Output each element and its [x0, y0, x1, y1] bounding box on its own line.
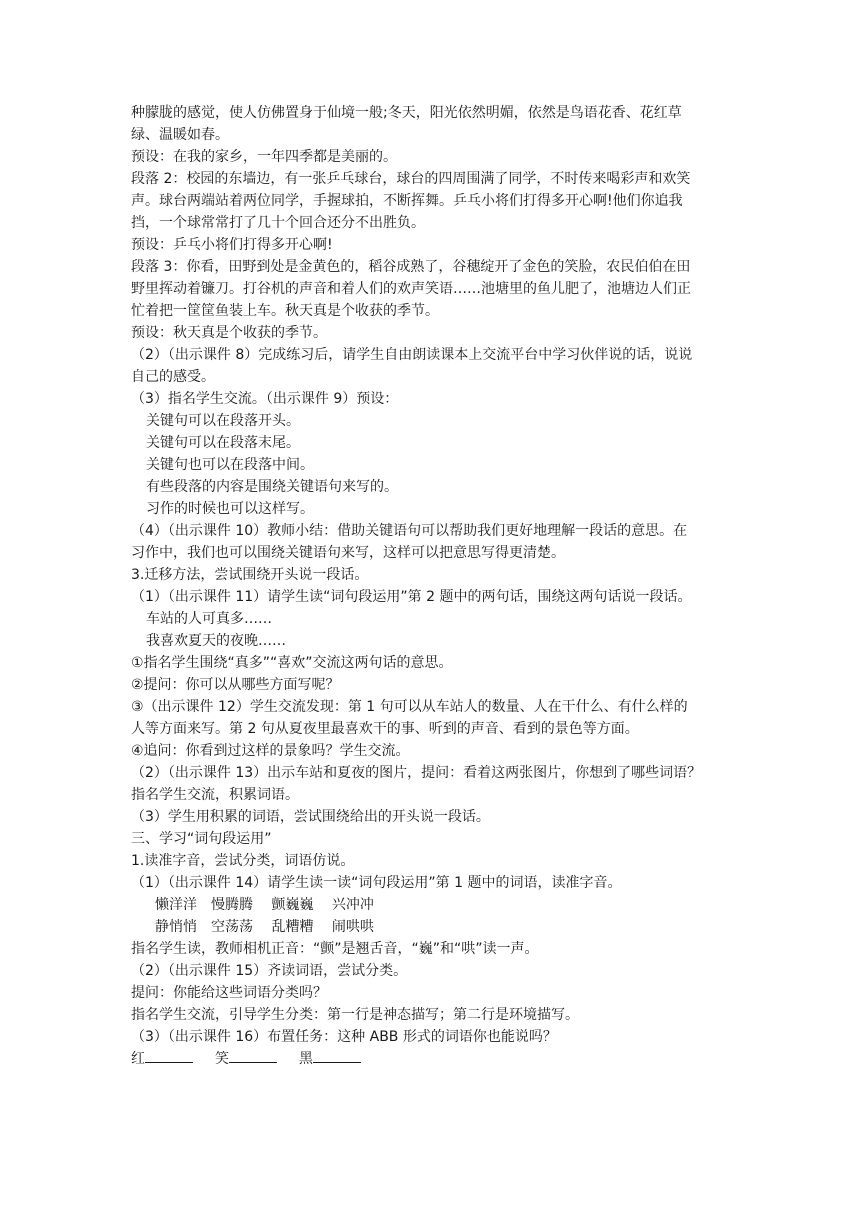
text-line: 3.迁移方法，尝试围绕开头说一段话。 — [131, 567, 369, 583]
text-line: （3）（出示课件 16）布置任务：这种 ABB 形式的词语你也能说吗？ — [131, 1029, 557, 1045]
text-line: 段落 2：校园的东墙边，有一张乒乓球台，球台的四周围满了同学，不时传来喝彩声和欢笑 — [131, 171, 691, 187]
fill-in-blank-row — [131, 1048, 735, 1070]
text-line: 静悄悄 空荡荡 乱糟糟 闹哄哄 — [155, 919, 374, 935]
text-line: 关键句可以在段落开头。 — [146, 413, 300, 429]
text-line: 有些段落的内容是围绕关键语句来写的。 — [146, 479, 398, 495]
text-line: 车站的人可真多…… — [146, 611, 272, 627]
text-line: 习作中，我们也可以围绕关键语句来写，这样可以把意思写得更清楚。 — [131, 545, 565, 561]
text-line: 指名学生交流，积累词语。 — [131, 787, 299, 803]
blank-prefix: 黑 — [299, 1051, 313, 1067]
text-line: 野里挥动着镰刀。打谷机的声音和着人们的欢声笑语……池塘里的鱼儿肥了，池塘边人们正 — [131, 281, 691, 297]
text-line: （3）指名学生交流。（出示课件 9）预设： — [131, 391, 399, 407]
text-line: 种朦胧的感觉，使人仿佛置身于仙境一般;冬天，阳光依然明媚，依然是鸟语花香、花红草 — [131, 105, 682, 121]
text-line: 1.读准字音，尝试分类，词语仿说。 — [131, 853, 355, 869]
blank-prefix: 笑 — [215, 1051, 229, 1067]
text-line: 预设：在我的家乡，一年四季都是美丽的。 — [131, 149, 397, 165]
text-line: 提问：你能给这些词语分类吗？ — [131, 985, 327, 1001]
text-line: （1）（出示课件 14）请学生读一读“词句段运用”第 1 题中的词语，读准字音。 — [131, 875, 622, 891]
text-line: （2）（出示课件 15）齐读词语，尝试分类。 — [131, 963, 408, 979]
blank-underline — [145, 1048, 193, 1063]
text-line: 习作的时候也可以这样写。 — [146, 501, 314, 517]
text-line: （2）（出示课件 8）完成练习后，请学生自由朗读课本上交流平台中学习伙伴说的话，说说 — [131, 347, 693, 363]
text-line: 忙着把一筐筐鱼装上车。秋天真是个收获的季节。 — [131, 303, 439, 319]
text-line: 预设：乒乓小将们打得多开心啊! — [131, 237, 333, 253]
text-line: （3）学生用积累的词语，尝试围绕给出的开头说一段话。 — [131, 809, 490, 825]
text-line: ①指名学生围绕“真多”“喜欢”交流这两句话的意思。 — [131, 655, 453, 671]
text-line: 预设：秋天真是个收获的季节。 — [131, 325, 327, 341]
text-line: （4）（出示课件 10）教师小结：借助关键语句可以帮助我们更好地理解一段话的意思。在 — [131, 523, 688, 539]
text-line: 我喜欢夏天的夜晚…… — [146, 633, 286, 649]
blank-prefix: 红 — [131, 1051, 145, 1067]
text-line: 自己的感受。 — [131, 369, 215, 385]
text-line: （1）（出示课件 11）请学生读“词句段运用”第 2 题中的两句话，围绕这两句话说一段话。 — [131, 589, 692, 605]
text-line: 挡，一个球常常打了几十个回合还分不出胜负。 — [131, 215, 425, 231]
blank-underline — [313, 1048, 361, 1063]
text-line: ④追问：你看到过这样的景象吗？学生交流。 — [131, 743, 410, 759]
text-line: 关键句也可以在段落中间。 — [146, 457, 314, 473]
text-line: 指名学生交流，引导学生分类：第一行是神态描写；第二行是环境描写。 — [131, 1007, 579, 1023]
document-body — [131, 102, 735, 1070]
text-line: 人等方面来写。第 2 句从夏夜里最喜欢干的事、听到的声音、看到的景色等方面。 — [131, 721, 639, 737]
text-line: 指名学生读，教师相机正音：“颤”是翘舌音，“巍”和“哄”读一声。 — [131, 941, 539, 957]
text-line: 三、学习“词句段运用” — [131, 831, 272, 847]
text-line: （2）（出示课件 13）出示车站和夏夜的图片，提问：看着这两张图片，你想到了哪些词语？ — [131, 765, 702, 781]
text-line: ③（出示课件 12）学生交流发现：第 1 句可以从车站人的数量、人在干什么、有什么样的 — [131, 699, 688, 715]
blank-underline — [229, 1048, 277, 1063]
text-line: 段落 3：你看，田野到处是金黄色的，稻谷成熟了，谷穗绽开了金色的笑脸，农民伯伯在田 — [131, 259, 691, 275]
text-line: 懒洋洋 慢腾腾 颤巍巍 兴冲冲 — [155, 897, 374, 913]
text-line: 声。球台两端站着两位同学，手握球拍，不断挥舞。乒乓小将们打得多开心啊!他们你追我 — [131, 193, 683, 209]
text-line: ②提问：你可以从哪些方面写呢？ — [131, 677, 340, 693]
text-line: 绿、温暖如春。 — [131, 127, 229, 143]
text-line: 关键句可以在段落末尾。 — [146, 435, 300, 451]
